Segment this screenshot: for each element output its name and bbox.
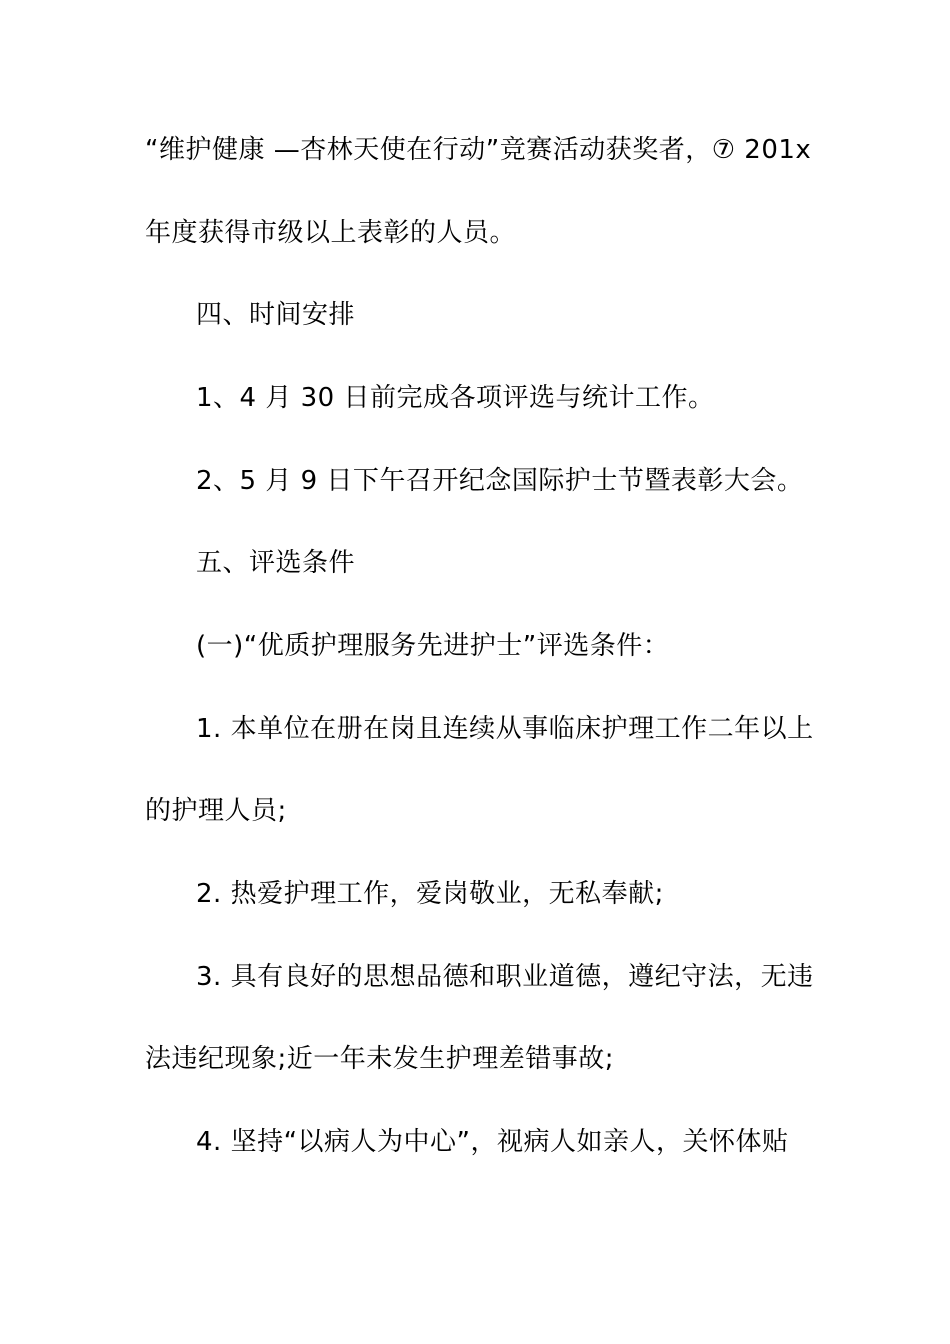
schedule-item: 1、4 月 30 日前完成各项评选与统计工作。: [196, 383, 715, 413]
subsection-heading: (一)“优质护理服务先进护士”评选条件：: [196, 631, 670, 661]
section-heading-criteria: 五、评选条件: [196, 548, 356, 578]
paragraph-line: 年度获得市级以上表彰的人员。: [145, 218, 517, 248]
criteria-item: 1. 本单位在册在岗且连续从事临床护理工作二年以上: [196, 714, 814, 744]
paragraph-line: 的护理人员;: [145, 796, 287, 826]
criteria-item: 2. 热爱护理工作，爱岗敬业，无私奉献;: [196, 879, 664, 909]
paragraph-line: “维护健康 —杏林天使在行动”竞赛活动获奖者，⑦ 201x: [145, 135, 812, 165]
criteria-item: 3. 具有良好的思想品德和职业道德，遵纪守法，无违: [196, 962, 814, 992]
criteria-item: 4. 坚持“以病人为中心”，视病人如亲人，关怀体贴: [196, 1127, 789, 1157]
schedule-item: 2、5 月 9 日下午召开纪念国际护士节暨表彰大会。: [196, 466, 804, 496]
section-heading-schedule: 四、时间安排: [196, 300, 356, 330]
paragraph-line: 法违纪现象;近一年未发生护理差错事故;: [145, 1044, 615, 1074]
